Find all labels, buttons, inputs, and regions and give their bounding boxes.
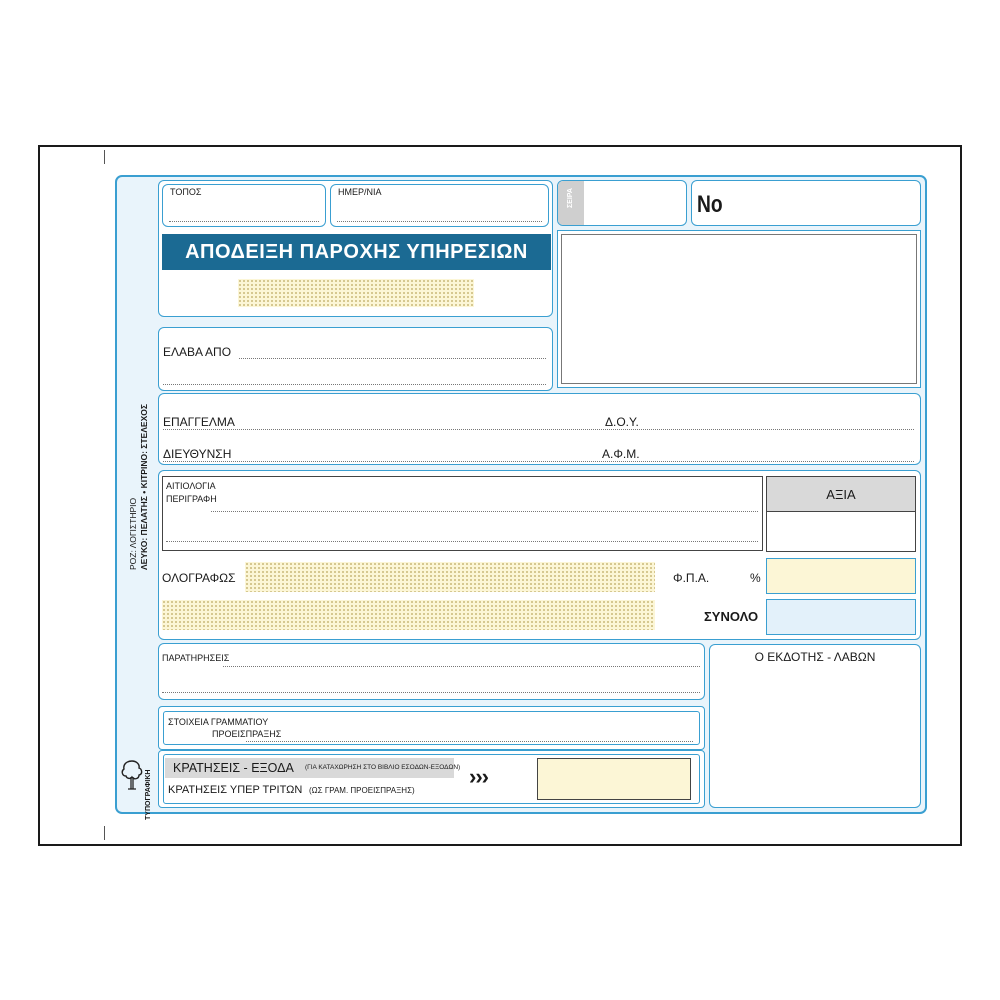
- date-field[interactable]: [330, 184, 549, 227]
- description-label: ΠΕΡΙΓΡΑΦΗ: [166, 494, 217, 504]
- address-label: ΔΙΕΥΘΥΝΣΗ: [163, 447, 232, 461]
- total-amount-field[interactable]: [766, 599, 916, 635]
- date-line: [337, 221, 542, 222]
- received-from-line: [239, 358, 546, 359]
- copy-note-accounting: ΡΟΖ: ΛΟΓΙΣΤΗΡΙΟ: [128, 497, 138, 570]
- remarks-line-2: [162, 692, 700, 693]
- remarks-line-1: [223, 666, 700, 667]
- received-from-label: ΕΛΑΒΑ ΑΠΟ: [163, 345, 232, 359]
- title-number-area: [238, 279, 474, 307]
- profession-label: ΕΠΑΓΓΕΛΜΑ: [163, 415, 235, 429]
- value-cell[interactable]: [766, 512, 916, 552]
- vat-percent-label: %: [750, 571, 761, 585]
- deductions-amount-field[interactable]: [537, 758, 691, 800]
- tree-logo-icon: [120, 758, 144, 792]
- advance-receipt-box: [158, 706, 705, 750]
- vat-amount-field[interactable]: [766, 558, 916, 594]
- copy-distribution-note: [128, 404, 150, 570]
- advance-label-2: ΠΡΟΕΙΣΠΡΑΞΗΣ: [212, 729, 282, 739]
- copy-note-customer: ΛΕΥΚΟ: ΠΕΛΑΤΗΣ • ΚΙΤΡΙΝΟ: ΣΤΕΛΕΧΟΣ: [139, 404, 149, 570]
- place-field[interactable]: [162, 184, 326, 227]
- printer-brand: ΤΥΠΟΓΡΑΦΙΚΗ: [145, 769, 152, 820]
- arrows-icon: ›››: [469, 764, 488, 789]
- perforation-mark-bottom: [104, 826, 105, 840]
- received-from-field[interactable]: [158, 327, 553, 391]
- description-field[interactable]: [162, 476, 763, 551]
- issuer-receiver-label: Ο ΕΚΔΟΤΗΣ - ΛΑΒΩΝ: [754, 650, 876, 664]
- printer-logo: [120, 758, 144, 797]
- number-label: No: [697, 191, 723, 218]
- remarks-field[interactable]: [158, 643, 705, 700]
- customer-details-box: [158, 393, 921, 465]
- deductions-title: ΚΡΑΤΗΣΕΙΣ - ΕΞΟΔΑ: [173, 761, 294, 775]
- tax-office-label: Δ.Ο.Υ.: [605, 415, 639, 429]
- number-field[interactable]: [691, 180, 921, 226]
- series-field[interactable]: [557, 180, 687, 226]
- address-line[interactable]: [163, 461, 914, 462]
- in-words-field[interactable]: [245, 562, 655, 592]
- vat-number-label: Α.Φ.Μ.: [602, 447, 640, 461]
- signature-box[interactable]: [709, 644, 921, 808]
- deductions-note: (ΓΙΑ ΚΑΤΑΧΩΡΗΣΗ ΣΤΟ ΒΙΒΛΙΟ ΕΣΟΔΩΝ-ΕΞΟΔΩΝ): [305, 764, 461, 771]
- in-words-field-2[interactable]: [162, 600, 655, 630]
- issuer-stamp-area: [557, 230, 921, 388]
- reason-label: ΑΙΤΙΟΛΟΓΙΑ: [166, 481, 216, 491]
- total-label: ΣΥΝΟΛΟ: [704, 609, 759, 624]
- advance-label-1: ΣΤΟΙΧΕΙΑ ΓΡΑΜΜΑΤΙΟΥ: [168, 717, 269, 727]
- received-from-line-2: [163, 384, 546, 385]
- perforation-mark-top: [104, 150, 105, 164]
- third-party-label: ΚΡΑΤΗΣΕΙΣ ΥΠΕΡ ΤΡΙΤΩΝ: [168, 784, 303, 796]
- stamp-inner-frame: [561, 234, 917, 384]
- place-label: ΤΟΠΟΣ: [170, 187, 202, 197]
- document-title: ΑΠΟΔΕΙΞΗ ΠΑΡΟΧΗΣ ΥΠΗΡΕΣΙΩΝ: [162, 234, 551, 270]
- advance-line: [246, 741, 693, 742]
- place-line: [169, 221, 319, 222]
- date-label: ΗΜΕΡ/ΝΙΑ: [338, 187, 382, 197]
- description-line-1: [211, 511, 758, 512]
- series-label: ΣΕΙΡΑ: [567, 188, 574, 209]
- advance-receipt-inner[interactable]: [163, 711, 700, 745]
- profession-line[interactable]: [163, 429, 914, 430]
- remarks-label: ΠΑΡΑΤΗΡΗΣΕΙΣ: [162, 653, 230, 663]
- value-header: ΑΞΙΑ: [766, 476, 916, 512]
- vat-label: Φ.Π.Α.: [673, 571, 710, 585]
- description-line-2: [166, 541, 758, 542]
- third-party-note: (ΩΣ ΓΡΑΜ. ΠΡΟΕΙΣΠΡΑΞΗΣ): [309, 786, 415, 795]
- in-words-label: ΟΛΟΓΡΑΦΩΣ: [162, 571, 236, 585]
